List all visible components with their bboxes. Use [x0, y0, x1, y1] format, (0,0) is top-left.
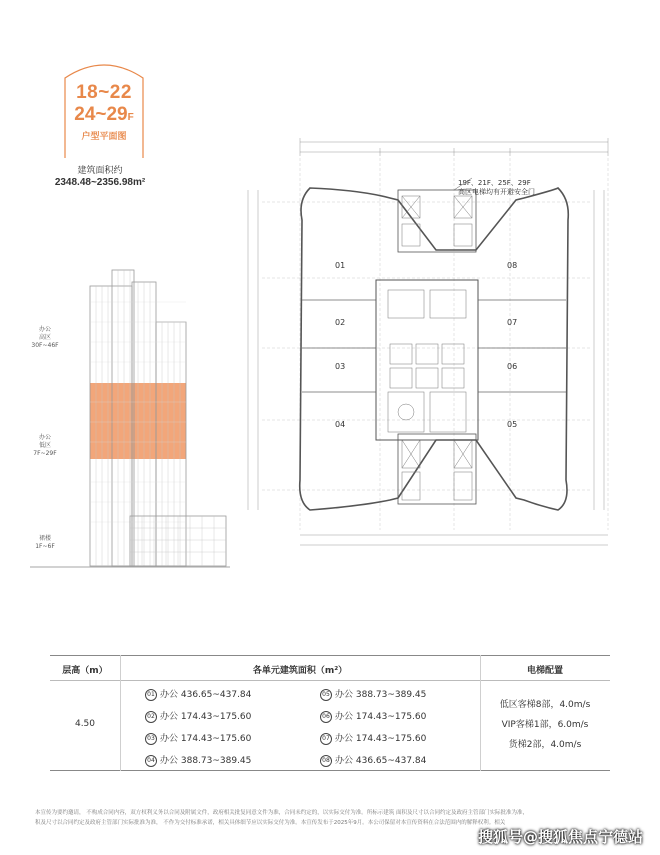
header-area: 各单元建筑面积（m²）	[252, 666, 348, 676]
table-row	[145, 731, 251, 745]
badge-floors-range: 24~29	[74, 104, 128, 125]
plan-unit-08-label: 08	[507, 261, 518, 270]
badge-floors-line2	[55, 104, 153, 126]
table-row	[320, 687, 426, 701]
unit-number-badge: 05	[320, 689, 332, 701]
unit-number-badge: 08	[320, 755, 332, 767]
badge-subtitle: 户型平面图	[81, 132, 127, 142]
unit-area-text: 办公 174.43~175.60	[335, 712, 427, 722]
plan-unit-06	[507, 362, 517, 371]
unit-number-badge: 07	[320, 733, 332, 745]
badge-floors-line1: 18~22	[76, 82, 132, 103]
header-height: 层高（m）	[62, 666, 108, 676]
zone-high-line3: 30F~46F	[31, 342, 59, 349]
unit-area-text: 办公 436.65~437.84	[160, 690, 252, 700]
unit-area-text: 办公 388.73~389.45	[335, 690, 427, 700]
table-row	[320, 753, 426, 767]
unit-number-badge: 06	[320, 711, 332, 723]
disclaimer-line2: 积及尺寸以合同约定及政府主管部门实际批准为准， 不作为交付标准承诺，相关具体细节应以实际交付为准。本宣传发布于2025年9月。本公司保留对本宣传资料在合法范围内的解释权利。相关	[35, 820, 506, 826]
zone-podium-label	[20, 535, 70, 551]
table-top-rule	[50, 655, 610, 656]
zone-podium-line1: 裙楼	[38, 535, 51, 542]
plan-unit-04-label: 04	[335, 420, 346, 429]
unit-number-badge: 04	[145, 755, 157, 767]
unit-area-text: 办公 388.73~389.45	[160, 756, 252, 766]
unit-area-text: 办公 174.43~175.60	[160, 734, 252, 744]
plan-note	[458, 179, 535, 197]
plan-unit-06-label: 06	[507, 362, 518, 371]
floor-plan	[240, 130, 615, 570]
elevator-low: 低区客梯8部，4.0m/s	[499, 700, 591, 710]
plan-unit-02	[335, 318, 345, 327]
area-label: 建筑面积约	[77, 166, 123, 176]
zone-high-line2: 高区	[38, 334, 51, 341]
height-value: 4.50	[74, 719, 96, 729]
elevator-vip: VIP客梯1部，6.0m/s	[501, 720, 589, 730]
plan-note-line2: 高区电梯均有开避安全门	[458, 188, 535, 196]
plan-unit-01	[335, 261, 345, 270]
unit-area-text: 办公 174.43~175.60	[160, 712, 252, 722]
watermark: 搜狐号@搜狐焦点宁德站	[478, 828, 644, 846]
plan-unit-03-label: 03	[335, 362, 346, 371]
plan-unit-05	[507, 420, 517, 429]
table-header-rule	[50, 680, 610, 681]
zone-podium-line2: 1F~6F	[35, 543, 55, 550]
elevator-freight: 货梯2部，4.0m/s	[508, 740, 582, 750]
unit-area-text: 办公 174.43~175.60	[335, 734, 427, 744]
disclaimer-line1: 本宣传为要约邀请， 不构成合同内容，双方权利义务以合同及附属文件，政府相关批复同意文件为准，合同未约定的，以实际交付为准。所标示建筑 面积及尺寸以合同约定及政府主管部门实际批准为准，	[35, 810, 529, 816]
plan-unit-07	[507, 318, 517, 327]
table-bottom-rule	[50, 770, 610, 771]
zone-low-line2: 低区	[38, 442, 51, 449]
table-row	[320, 709, 426, 723]
floor-badge	[55, 58, 153, 160]
disclaimer	[35, 808, 625, 828]
table-row	[145, 709, 251, 723]
unit-number-badge: 02	[145, 711, 157, 723]
area-value: 2348.48~2356.98m²	[54, 177, 146, 188]
zone-high-line1: 办公	[38, 326, 51, 333]
unit-table	[50, 655, 610, 771]
badge-floor-suffix: F	[127, 112, 134, 123]
plan-unit-04	[335, 420, 345, 429]
plan-unit-02-label: 02	[335, 318, 346, 327]
table-row	[145, 753, 251, 767]
plan-unit-01-label: 01	[335, 261, 346, 270]
unit-number-badge: 01	[145, 689, 157, 701]
zone-low-label	[20, 434, 70, 458]
tower-elevation	[30, 262, 230, 574]
table-row	[320, 731, 426, 745]
plan-unit-08	[507, 261, 517, 270]
zone-low-line3: 7F~29F	[33, 450, 57, 457]
table-row	[145, 687, 251, 701]
plan-note-line1: 19F、21F、25F、29F	[458, 179, 531, 187]
zone-high-label	[20, 326, 70, 350]
plan-unit-05-label: 05	[507, 420, 518, 429]
plan-unit-07-label: 07	[507, 318, 518, 327]
plan-unit-03	[335, 362, 345, 371]
header-elevator: 电梯配置	[526, 666, 563, 676]
unit-number-badge: 03	[145, 733, 157, 745]
unit-area-text: 办公 436.65~437.84	[335, 756, 427, 766]
zone-low-line1: 办公	[38, 434, 51, 441]
